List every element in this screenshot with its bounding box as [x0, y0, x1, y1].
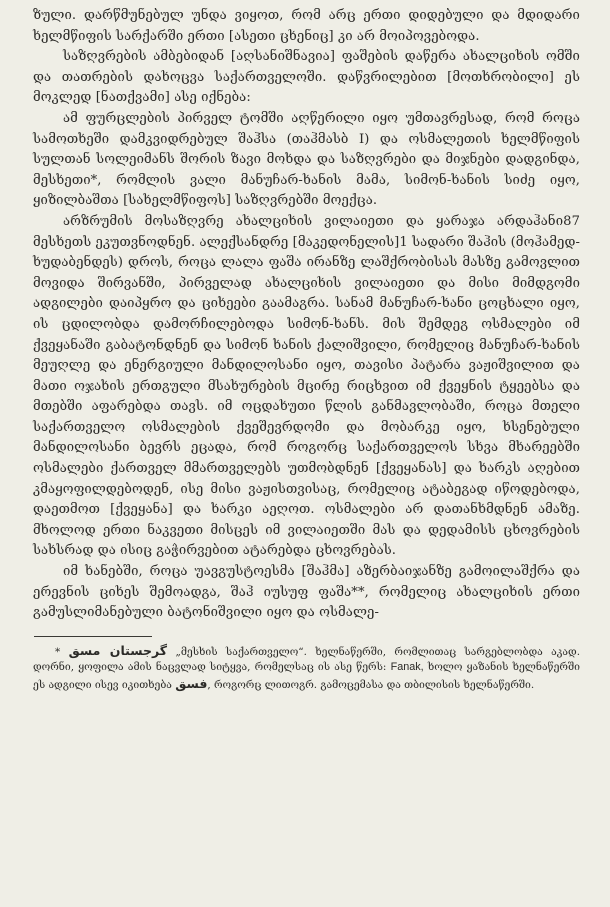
footnote-divider	[34, 636, 152, 637]
paragraph-4: არზრუმის მოსაზღვრე ახალციხის ვილაიეთი და ყარაჯა არდაჰანი87 მესხეთს ეკუთვნოდნენ. ალექსანდრე [მაკედონელის]1 სადარი შაჰის (მოჰამედ-ხუდაბენდეს) დროს, როცა ლალა ფაშა ირანზე ლაშქრობისას მასზე გამოვლით მოვიდა შირვანში, პირველად ახალციხის ვილაიეთი და მისი მიმდგომი ადგილები დაიპყრო და ციხეები გაამაგრა. სანამ მანუჩარ-ხანი ცოცხალი იყო, ის ცდილობდა დამორჩილებოდა სიმონ-ხანს. მის შემდეგ ოსმალები იმ ქვეყანაში გაბატონდნენ და სიმონ ხანის ქალიშვილი, რომელიც მანუჩარ-ხანის მეუღლე და ენერგიული მანდილოსანი იყო, თავისი პატარა ვაჟიშვილით და მათი ოჯახის ერთგული მსახურების მცირე რიცხვით იმ ქვეყნის ტყეებსა და მთებში აფარებდა თავს. იმ ოცდახუთი წლის განმავლობაში, როცა მთელი საქართველო ოსმალების ქვეშევრდომი და მობარკე იყო, ხსენებული მანდილოსანი ბევრს ეცადა, რომ როგორც საქართველოს სხვა მხარეებში ოსმალები ქართველ მმართველებს უთმობდნენ [ქვეყანას] და ხარკს აღებით კმაყოფილდებოდენ, ისე მისი ვაჟისთვისაც, რომელიც ატაბეგად იწოდებოდა, დაეთმოთ [ქვეყანა] და ხარკი აეღოთ. ოსმალები არ დათანხმდნენ ამაზე. მხოლოდ ერთი ნაკვეთი მისცეს იმ ვილაიეთში მას და დედამისს ცხოვრების სახსრად და ისიც გაჭირვებით ატარებდა ცხოვრებას.	[33, 213, 580, 559]
paragraph-2: საზღვრების ამბებიდან [აღსანიშნავია] ფაშების დაწერა ახალციხის ომში და თათრების დახოცვა საქართველოში. დაწვრილებით [მოთხრობილი] ეს მოკლედ [ნათქვამი] ასე იქნება:	[33, 49, 580, 106]
footnote-text-part2: ხოლო ყაზანის ხელნაწერში ეს ადგილი ისევ იკითხება	[33, 661, 580, 691]
footnote-1	[33, 643, 580, 694]
paragraph-5: იმ ხანებში, როცა უავგუსტოესმა [შაჰმა] აზერბაიჯანზე გამოილაშქრა და ერევნის ციხეს შემოადგა, შაჰ იუსუფ ფაშა**, რომელიც ახალციხის ერთი გამუსლიმანებული ბატონიშვილი იყო და ოსმალე-	[33, 564, 580, 621]
footnote-marker: *	[55, 645, 61, 658]
footnote-text-part1: „მესხის საქართველო“. ხელნაწერში, რომლითაც სარგებლობდა აკად. დორნი, ყოფილა ამის ნაცვლად სიტყვა, რომელსაც ის ასე წერს:	[33, 645, 580, 674]
paragraph-3: ამ ფურცლების პირველ ტომში აღწერილი იყო უმთავრესად, რომ როცა სამოთხეში დამკვიდრებულ შაჰსა (თაჰმასბ I) და ოსმალეთის ხელმწიფის სულთან სოლეიმანს შორის ზავი მოხდა და საზღვრები და მიჯნები დადგინდა, მესხეთი*, რომლის ვალი მანუჩარ-ხანის მამა, სიმონ-ხანის სიძე იყო, ყიზილბაშთა [სახელმწიფოს] საზღვრებში მოექცა.	[33, 110, 580, 209]
footnote-arabic-term: گرجستان مسق	[68, 642, 168, 658]
footnote-arabic-term-2: فسق	[175, 676, 208, 691]
footnote-text-part3: , როგორც ლითოგრ. გამოცემასა და თბილისის ხელნაწერში.	[207, 679, 535, 691]
main-text	[33, 6, 580, 624]
paragraph-1: ზული. დარწმუნებულ უნდა ვიყოთ, რომ არც ერთი დიდებული და მდიდარი ხელმწიფის სარქარში ერთი [ასეთი ცხენიც] კი არ მოიპოვებოდა.	[33, 8, 580, 44]
footnotes	[33, 643, 580, 694]
footnote-latin-term: Fanak,	[390, 661, 424, 674]
